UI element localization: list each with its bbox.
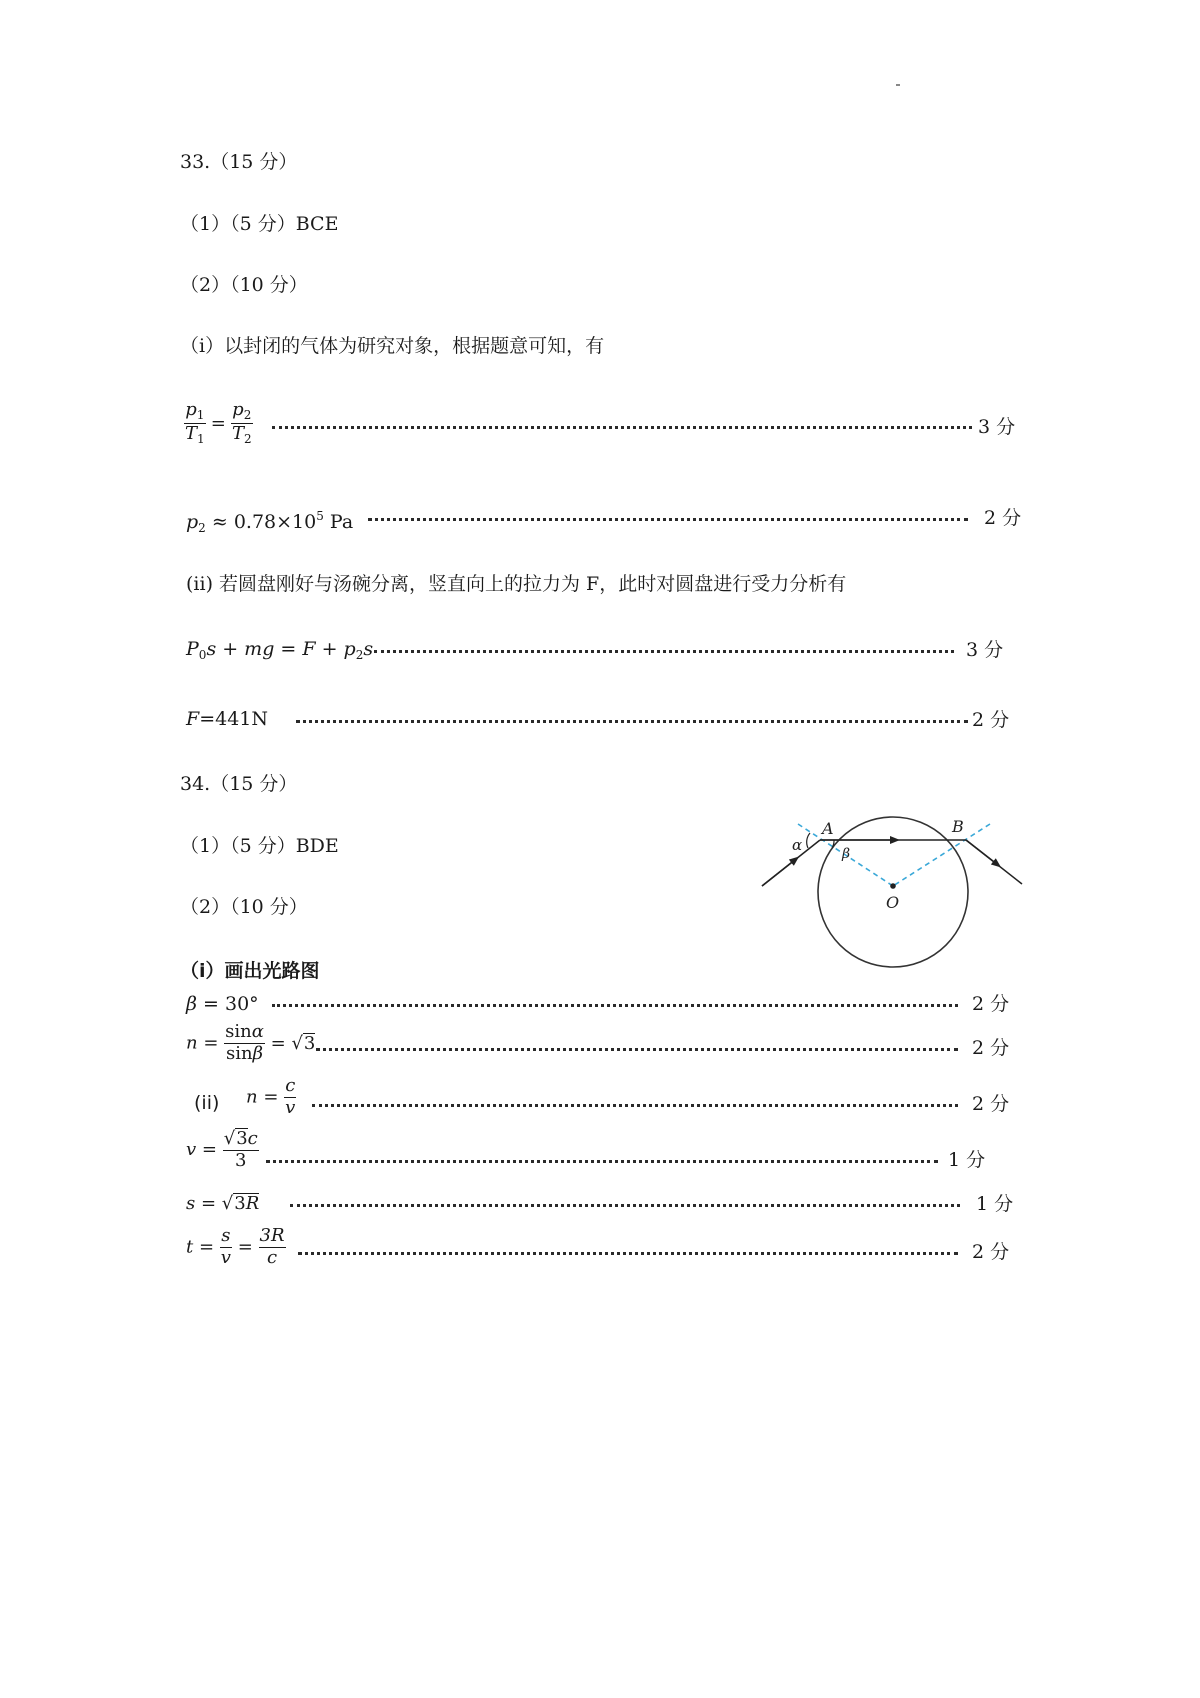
q33-eq4-value: =441N bbox=[199, 708, 268, 730]
q33-eq2: $p_2 \approx 0.78\times 10^5$ Pa bbox=[186, 509, 354, 535]
q34-v-eq: v = $\frac{√3c}{3}$ bbox=[186, 1128, 258, 1171]
q33-eq2-exp: 5 bbox=[316, 509, 324, 523]
light-path-diagram bbox=[750, 800, 1030, 980]
q33-part1: （1）（5 分）BCE bbox=[180, 213, 339, 235]
q34-n-eq: n = $\frac{\sin\alpha}{\sin\beta}$ = √3 bbox=[186, 1021, 316, 1064]
q34-n2-dots bbox=[312, 1104, 958, 1107]
q33-eq2-unit: Pa bbox=[329, 511, 354, 533]
q33-eq1-dots bbox=[272, 426, 972, 429]
q34-beta-eq: β = 30° bbox=[186, 993, 259, 1015]
normal-line-B bbox=[893, 824, 990, 886]
q34-t-score: 2 分 bbox=[972, 1241, 1010, 1263]
label-O: O bbox=[886, 893, 900, 912]
q34-part2: （2）（10 分） bbox=[180, 896, 308, 918]
page-mark bbox=[896, 84, 900, 86]
q34-n-score: 2 分 bbox=[972, 1037, 1010, 1059]
q33-eq4-score: 2 分 bbox=[972, 709, 1010, 731]
q34-s-score: 1 分 bbox=[976, 1193, 1014, 1215]
q34-beta-dots bbox=[272, 1004, 958, 1007]
q34-sub-i-label: （i）画出光路图 bbox=[180, 960, 320, 982]
q33-eq4: F=441N bbox=[186, 708, 268, 730]
label-beta: β bbox=[842, 846, 851, 862]
incident-ray-arrow bbox=[762, 859, 796, 886]
q33-eq1: $\frac{p_1}{T_1}$ = $\frac{p_2}{T_2}$ bbox=[185, 399, 252, 446]
q33-eq3: $P_0s$ + mg = $F + p_2s$ bbox=[186, 638, 374, 662]
q33-sub-ii-intro: (ii) 若圆盘刚好与汤碗分离，竖直向上的拉力为 F，此时对圆盘进行受力分析有 bbox=[186, 573, 847, 595]
q34-s-dots bbox=[290, 1204, 960, 1207]
q33-eq1-score: 3 分 bbox=[978, 416, 1016, 438]
q33-part2: （2）（10 分） bbox=[180, 274, 308, 296]
q33-eq2-score: 2 分 bbox=[984, 507, 1022, 529]
label-alpha: α bbox=[792, 836, 803, 854]
q34-beta-score: 2 分 bbox=[972, 993, 1010, 1015]
q34-t-dots bbox=[298, 1252, 958, 1255]
q33-eq4-dots bbox=[296, 720, 968, 723]
q33-eq3-dots bbox=[374, 650, 954, 653]
q33-eq2-value: ≈ 0.78×10 bbox=[211, 511, 317, 533]
label-A: A bbox=[822, 819, 834, 838]
q34-n2-score: 2 分 bbox=[972, 1093, 1010, 1115]
q34-s-eq: s = √3R bbox=[186, 1193, 260, 1214]
q34-part1: （1）（5 分）BDE bbox=[180, 835, 339, 857]
q34-n-dots bbox=[316, 1048, 958, 1051]
q33-header: 33.（15 分） bbox=[180, 151, 298, 173]
center-point bbox=[890, 883, 896, 889]
q33-eq3-score: 3 分 bbox=[966, 639, 1004, 661]
label-B: B bbox=[952, 817, 964, 836]
q34-beta-value: = 30° bbox=[203, 993, 259, 1015]
q34-n2-eq: n = $\frac{c}{v}$ bbox=[246, 1075, 296, 1118]
q33-eq2-dots bbox=[368, 518, 968, 521]
q34-ii-label: (ii) bbox=[194, 1092, 220, 1114]
q34-t-eq: t = $\frac{s}{v}$ = $\frac{3R}{c}$ bbox=[186, 1225, 285, 1268]
q34-header: 34.（15 分） bbox=[180, 773, 298, 795]
q34-v-score: 1 分 bbox=[948, 1149, 986, 1171]
alpha-arc bbox=[807, 833, 810, 848]
q33-sub-i-intro: （i）以封闭的气体为研究对象，根据题意可知，有 bbox=[180, 335, 605, 357]
exit-ray-arrow bbox=[966, 840, 998, 865]
q34-v-dots bbox=[266, 1160, 938, 1163]
